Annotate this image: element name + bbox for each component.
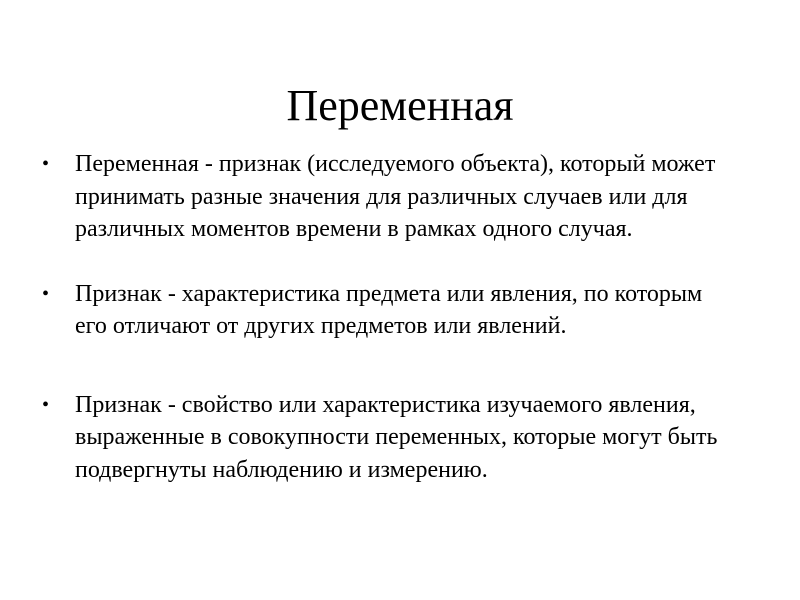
bullet-text: Признак - свойство или характеристика изучаемого явления, выраженные в совокупности переменных, которые могут быть подвергнуты наблюдению и измерению. [75, 391, 718, 483]
bullet-icon: • [42, 153, 50, 175]
bullet-item-variable-definition [40, 148, 740, 246]
bullet-text: Признак - характеристика предмета или явления, по которым его отличают от других предметов или явлений. [75, 280, 703, 339]
bullet-icon: • [42, 393, 50, 416]
bullet-item-attribute-property [40, 389, 740, 487]
slide-title: Переменная [286, 81, 514, 130]
bullet-list [40, 148, 740, 518]
bullet-item-attribute-definition [40, 278, 740, 343]
bullet-icon: • [42, 282, 50, 305]
bullet-text: Переменная - признак (исследуемого объекта), который может принимать разные значения для различных случаев или для различных моментов времени в рамках одного случая. [75, 151, 716, 242]
